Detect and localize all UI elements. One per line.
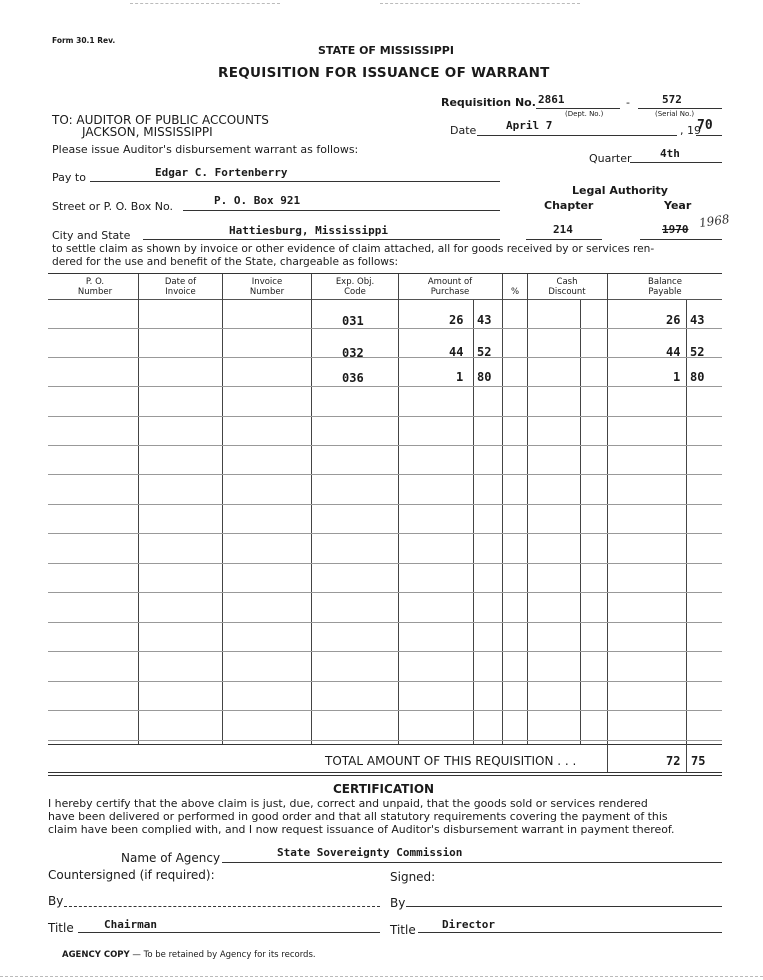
cert-line-1: I hereby certify that the above claim is just, due, correct and unpaid, that the goods sold or services rendered [48,797,648,810]
total-underline [48,772,722,773]
table-top-border [48,273,722,274]
table-row-line [48,740,722,741]
table-row-line [48,563,722,564]
table-header-border [48,299,722,300]
req-serial-value: 572 [662,93,682,106]
to-line-2: JACKSON, MISSISSIPPI [82,125,213,139]
by-left-line [64,906,380,907]
title-left-label: Title [48,921,74,935]
please-issue: Please issue Auditor's disbursement warrant as follows: [52,143,359,156]
table-row-line [48,328,722,329]
agency-label: Name of Agency [121,851,221,865]
legal-year-line [640,239,722,240]
settle-line-2: dered for the use and benefit of the State, chargeable as follows: [52,256,399,268]
total-label: TOTAL AMOUNT OF THIS REQUISITION . . . [325,754,577,768]
agency-line [222,862,722,863]
bottom-perforation [0,976,763,977]
col-line [473,300,474,744]
table-row-line [48,474,722,475]
chapter-value: 214 [553,223,573,236]
table-bottom-border [48,744,722,745]
by-left-label: By [48,894,64,908]
col-cash-header: Cash Discount [548,277,586,297]
col-invoice-header: Invoice Number [249,277,285,297]
footer-retain-note: — To be retained by Agency for its records. [129,950,316,960]
quarter-label: Quarter [589,152,632,165]
table-row-line [48,445,722,446]
table-row-line [48,416,722,417]
legal-year-struck: 1970 [662,223,689,236]
col-line [311,274,312,744]
chapter-line [526,239,602,240]
year-label: Year [664,199,692,212]
table-row-line [48,622,722,623]
date-value: April 7 [506,119,553,132]
req-dept-line [536,108,620,109]
footer-agency-copy: AGENCY COPY [62,950,130,960]
total-col-line [607,744,608,772]
row3-code: 036 [342,371,364,385]
street-label: Street or P. O. Box No. [52,200,173,213]
col-pct-header: % [510,287,520,297]
table-row-line [48,386,722,387]
quarter-line [630,162,722,163]
city-label: City and State [52,229,131,242]
col-line [607,274,608,744]
col-line [222,274,223,744]
row1-amount-cents: 43 [477,313,492,327]
top-dash-left [130,3,280,4]
footer-note [62,950,316,960]
legal-year-handwritten: 1968 [698,211,731,231]
agency-value: State Sovereignty Commission [277,846,463,859]
row1-code: 031 [342,314,364,328]
row1-balance-cents: 43 [690,313,705,327]
total-dollars: 72 [666,754,681,768]
countersigned-label: Countersigned (if required): [48,868,215,882]
street-line [183,210,500,211]
requisition-label: Requisition No. [441,96,536,109]
row1-amount-dollars: 26 [449,313,464,327]
form-number: Form 30.1 Rev. [52,36,116,45]
col-line [398,274,399,744]
year-prefix: 19 [687,124,701,137]
table-row-line [48,357,722,358]
date-line [477,135,677,136]
col-balance-header: Balance Payable [648,277,682,297]
col-code-header: Exp. Obj. Code [335,277,375,297]
req-serial-line [638,108,722,109]
total-cents: 75 [691,754,706,768]
row2-balance-dollars: 44 [666,345,681,359]
row3-balance-cents: 80 [690,370,705,384]
quarter-value: 4th [660,147,680,160]
pay-to-label: Pay to [52,171,86,184]
row1-balance-dollars: 26 [666,313,681,327]
serial-note: (Serial No.) [655,110,695,118]
table-row-line [48,504,722,505]
row3-balance-dollars: 1 [673,370,681,384]
title-left-value: Chairman [104,918,157,931]
to-line-1: TO: AUDITOR OF PUBLIC ACCOUNTS [52,113,269,127]
row3-amount-dollars: 1 [456,370,464,384]
table-row-line [48,533,722,534]
col-line [527,274,528,744]
form-title: REQUISITION FOR ISSUANCE OF WARRANT [218,65,550,81]
signed-label: Signed: [390,870,436,884]
top-dash-right [380,3,580,4]
date-label: Date [450,124,477,137]
pay-to-line [90,181,500,182]
street-value: P. O. Box 921 [214,194,301,207]
state-title: STATE OF MISSISSIPPI [318,44,454,57]
by-right-label: By [390,896,406,910]
col-line [502,274,503,744]
dept-note: (Dept. No.) [565,110,604,118]
col-line [686,300,687,744]
legal-authority-label: Legal Authority [572,184,668,197]
req-dept-value: 2861 [538,93,565,106]
city-line [143,239,500,240]
city-value: Hattiesburg, Mississippi [229,224,388,237]
pay-to-value: Edgar C. Fortenberry [155,166,288,179]
cert-line-2: have been delivered or performed in good order and that all statutory requirements covering the payment of this [48,810,668,823]
title-right-label: Title [390,923,416,937]
by-right-line [406,906,722,907]
col-line [138,274,139,744]
cert-line-3: claim have been complied with, and I now request issuance of Auditor's disbursement warrant in payment thereof. [48,823,675,836]
settle-line-1: to settle claim as shown by invoice or other evidence of claim attached, all for goods received by or services ren- [52,243,655,255]
row3-amount-cents: 80 [477,370,492,384]
table-row-line [48,710,722,711]
row2-code: 032 [342,346,364,360]
total-double-underline [48,775,722,776]
col-po-header: P. O. Number [77,277,113,297]
col-line [580,300,581,744]
total-col-line [686,744,687,772]
table-row-line [48,681,722,682]
title-right-value: Director [442,918,495,931]
col-date-header: Date of Invoice [164,277,197,297]
year-value: 70 [697,118,713,133]
chapter-label: Chapter [544,199,594,212]
row2-balance-cents: 52 [690,345,705,359]
title-left-line [78,932,380,933]
table-row-line [48,592,722,593]
title-right-line [418,932,722,933]
col-amount-header: Amount of Purchase [427,277,473,297]
row2-amount-cents: 52 [477,345,492,359]
table-row-line [48,651,722,652]
certification-title: CERTIFICATION [333,782,435,796]
row2-amount-dollars: 44 [449,345,464,359]
year-line [696,135,722,136]
